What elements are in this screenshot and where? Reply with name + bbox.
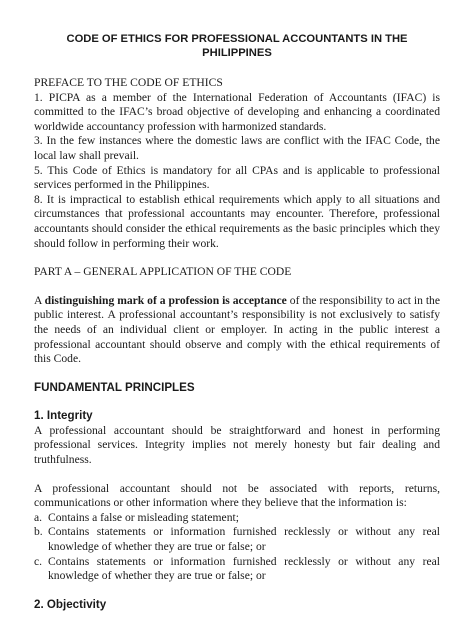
- preface-item: 8. It is impractical to establish ethical requirements which apply to all situations and circumstances that professional accountants may encounter. Therefore, professional accountants should consider the ethical requirements as the basic principles which they should follow in performing their work.: [34, 192, 440, 250]
- list-text: Contains a false or misleading statement;: [48, 510, 239, 524]
- part-a-rest: of the responsibility to act in the public interest. A professional accountant’s responsibility is not exclusively to satisfy the needs of an individual client or employer. In acting in the public interest a professional accountant should observe and comply with the ethical requirements of this Code.: [34, 293, 440, 366]
- list-item: [34, 555, 440, 584]
- part-a-emphasis: distinguishing mark of a profession is acceptance: [44, 293, 287, 307]
- list-item: [34, 525, 440, 554]
- list-marker: a.: [34, 510, 43, 524]
- fundamental-principles-heading: FUNDAMENTAL PRINCIPLES: [34, 380, 195, 394]
- list-text: Contains statements or information furnished recklessly or without any real knowledge of whether they are true or false; or: [48, 525, 440, 554]
- integrity-paragraph: A professional accountant should not be associated with reports, returns, communications or other information where they believe that the information is:: [34, 481, 440, 510]
- part-a-lead: A: [34, 293, 45, 307]
- list-marker: b.: [34, 525, 43, 539]
- integrity-paragraph: A professional accountant should be straightforward and honest in performing professional services. Integrity implies not merely honesty but fair dealing and truthfulness.: [34, 423, 440, 467]
- part-a-paragraph: [34, 294, 440, 367]
- integrity-list: [34, 511, 440, 584]
- integrity-heading: 1. Integrity: [34, 409, 93, 423]
- preface-item: 1. PICPA as a member of the International Federation of Accountants (IFAC) is committed to the IFAC’s broad objective of developing and enhancing a coordinated worldwide accountancy profession with harmonized standards.: [34, 90, 440, 133]
- preface-item: 3. In the few instances where the domestic laws are conflict with the IFAC Code, the local law shall prevail.: [34, 134, 440, 162]
- objectivity-heading: 2. Objectivity: [34, 597, 107, 611]
- list-item: [34, 511, 440, 526]
- preface-heading: PREFACE TO THE CODE OF ETHICS: [34, 76, 223, 89]
- preface-section: [34, 76, 440, 251]
- document-title: CODE OF ETHICS FOR PROFESSIONAL ACCOUNTANTS IN THE PHILIPPINES: [66, 33, 408, 59]
- preface-item: 5. This Code of Ethics is mandatory for all CPAs and is applicable to professional services performed in the Philippines.: [34, 163, 440, 192]
- part-a-heading: PART A – GENERAL APPLICATION OF THE CODE: [34, 265, 292, 279]
- list-text: Contains statements or information furnished recklessly or without any real knowledge of whether they are true or false; or: [48, 554, 440, 583]
- list-marker: c.: [34, 554, 43, 568]
